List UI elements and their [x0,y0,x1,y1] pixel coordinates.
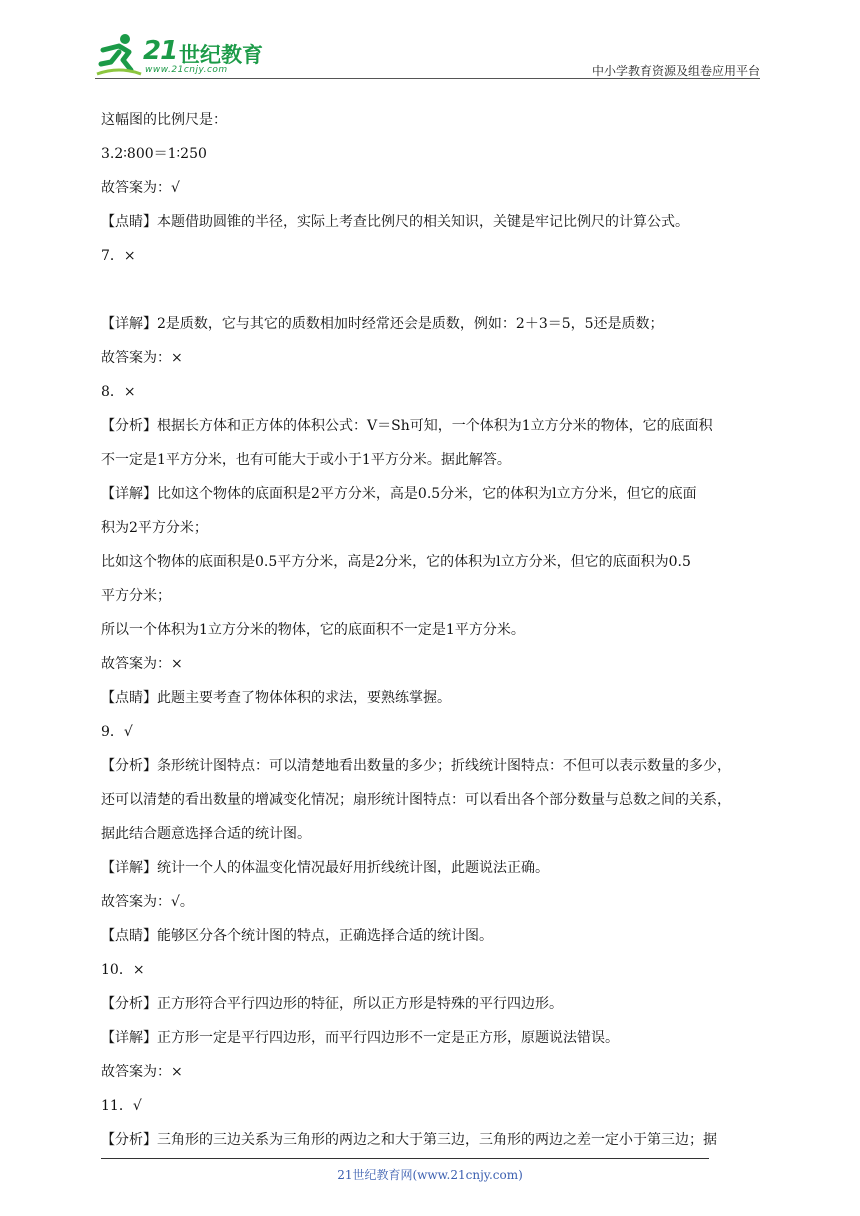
logo-text: 世纪教育 [179,43,263,67]
text-line: 【分析】三角形的三边关系为三角形的两边之和大于第三边，三角形的两边之差一定小于第三边；据 [101,1132,717,1148]
text-line: 10．× [101,962,145,978]
footer-text: 21世纪教育网(www.21cnjy.com) [337,1168,523,1182]
text-line: 故答案为：√ [101,180,180,196]
text-line: 积为2平方分米； [101,520,208,536]
text-line: 11．√ [101,1098,142,1114]
text-line: 所以一个体积为1立方分米的物体，它的底面积不一定是1平方分米。 [101,622,525,638]
text-line: 故答案为：√。 [101,894,194,910]
text-line: 【详解】2是质数，它与其它的质数相加时经常还会是质数，例如：2＋3＝5，5还是质数； [101,316,664,332]
document-body [101,103,766,1157]
header-divider [95,78,760,79]
text-line: 【详解】正方形一定是平行四边形，而平行四边形不一定是正方形，原题说法错误。 [101,1030,619,1046]
text-line: 比如这个物体的底面积是0.5平方分米，高是2分米，它的体积为l立方分米，但它的底面积为0.5 [101,554,691,570]
text-line: 不一定是1平方分米，也有可能大于或小于1平方分米。据此解答。 [101,452,511,468]
text-line: 【分析】根据长方体和正方体的体积公式：V＝Sh可知，一个体积为1立方分米的物体，它的底面积 [101,418,713,434]
text-line: 这幅图的比例尺是： [101,112,227,128]
text-line: 7．× [101,248,136,264]
text-line: 故答案为：× [101,350,183,366]
logo-url: www.21cnjy.com [145,65,228,75]
footer-divider [101,1158,709,1159]
text-line: 【详解】比如这个物体的底面积是2平方分米，高是0.5分米，它的体积为l立方分米，但它的底面 [101,486,697,502]
page-header [95,30,760,80]
text-line: 3.2∶800＝1∶250 [101,146,207,162]
text-line: 【点睛】能够区分各个统计图的特点，正确选择合适的统计图。 [101,928,493,944]
text-line: 平方分米； [101,588,171,604]
text-line: 【分析】正方形符合平行四边形的特征，所以正方形是特殊的平行四边形。 [101,996,563,1012]
text-line: 还可以清楚的看出数量的增减变化情况；扇形统计图特点：可以看出各个部分数量与总数之间的关系， [101,792,731,808]
runner-icon [95,30,143,78]
text-line: 9．√ [101,724,133,740]
logo-number: 21 [143,36,178,66]
text-line: 【详解】统计一个人的体温变化情况最好用折线统计图，此题说法正确。 [101,860,549,876]
text-line: 故答案为：× [101,1064,183,1080]
text-line: 【分析】条形统计图特点：可以清楚地看出数量的多少；折线统计图特点：不但可以表示数量的多少， [101,758,731,774]
text-line: 【点睛】本题借助圆锥的半径，实际上考查比例尺的相关知识，关键是牢记比例尺的计算公式。 [101,214,689,230]
text-line: 8．× [101,384,136,400]
text-line [101,273,766,307]
logo [95,30,265,78]
text-line: 故答案为：× [101,656,183,672]
platform-name: 中小学教育资源及组卷应用平台 [591,64,760,78]
text-line: 【点睛】此题主要考查了物体体积的求法，要熟练掌握。 [101,690,451,706]
text-line: 据此结合题意选择合适的统计图。 [101,826,311,842]
